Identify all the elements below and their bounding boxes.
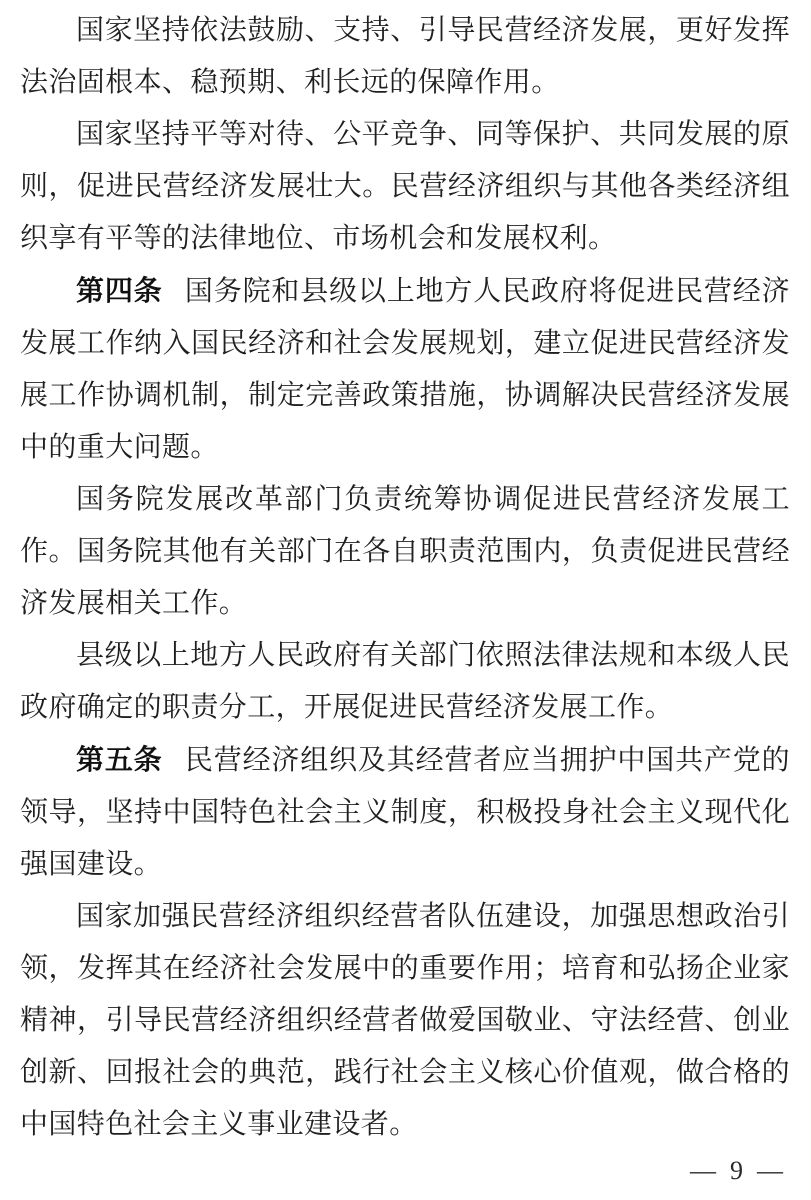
- footer-dash-left: —: [690, 1156, 716, 1185]
- paragraph: [20, 630, 790, 734]
- paragraph: [20, 109, 790, 265]
- paragraph-article-5: [20, 734, 790, 891]
- paragraph-article-4: [20, 265, 790, 474]
- paragraph-text: 民营经济组织及其经营者应当拥护中国共产党的领导，坚持中国特色社会主义制度，积极投身社会主义现代化强国建设。: [20, 745, 791, 880]
- page-number: 9: [730, 1156, 743, 1185]
- footer-dash-right: —: [757, 1156, 783, 1185]
- paragraph: [20, 5, 790, 109]
- paragraph-text: 国务院发展改革部门负责统筹协调促进民营经济发展工作。国务院其他有关部门在各自职责范围内，负责促进民营经济发展相关工作。: [20, 484, 790, 619]
- paragraph: [20, 474, 790, 630]
- paragraph-text: 国务院和县级以上地方人民政府将促进民营经济发展工作纳入国民经济和社会发展规划，建立促进民营经济发展工作协调机制，制定完善政策措施，协调解决民营经济发展中的重大问题。: [20, 276, 791, 463]
- paragraph-text: 国家坚持平等对待、公平竞争、同等保护、共同发展的原则，促进民营经济发展壮大。民营经济组织与其他各类经济组织享有平等的法律地位、市场机会和发展权利。: [20, 119, 790, 254]
- page-footer: [690, 1156, 783, 1186]
- paragraph-text: 国家坚持依法鼓励、支持、引导民营经济发展，更好发挥法治固根本、稳预期、利长远的保障作用。: [20, 15, 790, 98]
- article-label: 第五条: [76, 744, 163, 775]
- paragraph-text: 国家加强民营经济组织经营者队伍建设，加强思想政治引领，发挥其在经济社会发展中的重要作用；培育和弘扬企业家精神，引导民营经济组织经营者做爱国敬业、守法经营、创业创新、回报社会的典范，践行社会主义核心价值观，做合格的中国特色社会主义事业建设者。: [20, 901, 790, 1140]
- paragraph-text: 县级以上地方人民政府有关部门依照法律法规和本级人民政府确定的职责分工，开展促进民营经济发展工作。: [20, 640, 790, 723]
- article-label: 第四条: [76, 275, 163, 306]
- paragraph: [20, 891, 790, 1151]
